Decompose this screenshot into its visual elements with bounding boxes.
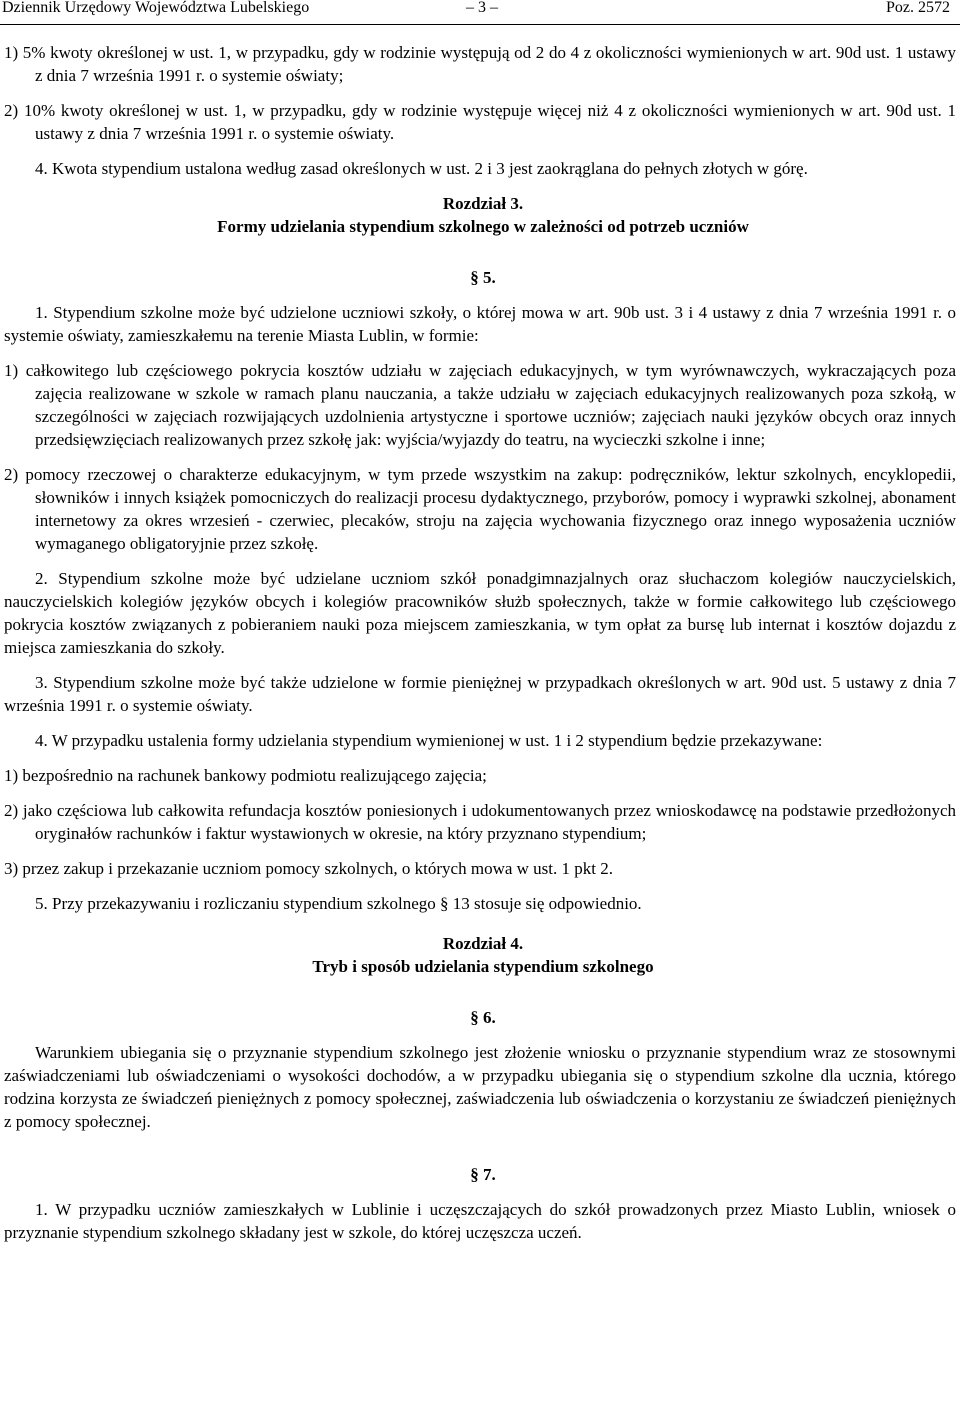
paragraph: 1. Stypendium szkolne może być udzielone uczniowi szkoły, o której mowa w art. 90b ust. 3 i 4 ustawy z dnia 7 września 1991 r. o systemie oświaty, zamieszkałemu na terenie Miasta Lublin, w formie:	[4, 303, 956, 345]
list-item: 1) całkowitego lub częściowego pokrycia kosztów udziału w zajęciach edukacyjnych, w tym wyrównawczych, wykraczających poza zajęcia realizowane w szkole w ramach planu nauczania, a także udziału w zajęciach edukacyjnych realizowanych poza szkołą, w szczególności w zajęciach rozwijających uzdolnienia artystyczne i sportowe uczniów; zajęciach nauki języków obcych oraz innych przedsięwzięciach realizowanych przez szkołę jak: wyjścia/wyjazdy do teatru, na wycieczki szkolne i inne;	[4, 361, 956, 449]
chapter-title: Formy udzielania stypendium szkolnego w zależności od potrzeb uczniów	[217, 217, 749, 236]
document-body	[0, 41, 960, 1244]
journal-title: Dziennik Urzędowy Województwa Lubelskiego	[2, 0, 310, 16]
paragraph: 4. Kwota stypendium ustalona według zasad określonych w ust. 2 i 3 jest zaokrąglana do pełnych złotych w górę.	[35, 159, 808, 178]
section-heading: § 7.	[470, 1165, 496, 1184]
paragraph: 5. Przy przekazywaniu i rozliczaniu stypendium szkolnego § 13 stosuje się odpowiednio.	[35, 894, 642, 913]
list-item: 1) bezpośrednio na rachunek bankowy podmiotu realizującego zajęcia;	[4, 766, 487, 785]
paragraph: 2. Stypendium szkolne może być udzielane uczniom szkół ponadgimnazjalnych oraz słuchaczom kolegiów nauczycielskich, nauczycielskich kolegiów języków obcych i kolegiów pracowników służb społecznych, także w formie całkowitego lub częściowego pokrycia kosztów związanych z pobieraniem nauki poza miejscem zamieszkania, w tym opłat za bursę lub internat i kosztów dojazdu z miejsca zamieszkania do szkoły.	[4, 569, 956, 657]
paragraph: 1. W przypadku uczniów zamieszkałych w Lublinie i uczęszczających do szkół prowadzonych przez Miasto Lublin, wniosek o przyznanie stypendium szkolnego składany jest w szkole, do której uczęszcza uczeń.	[4, 1200, 956, 1242]
paragraph: Warunkiem ubiegania się o przyznanie stypendium szkolnego jest złożenie wniosku o przyznanie stypendium wraz ze stosownymi zaświadczeniami lub oświadczeniami o wysokości dochodów, a w przypadku ubiegania się o stypendium szkolne dla ucznia, którego rodzina korzysta ze świadczeń pieniężnych z pomocy społecznej, zaświadczenia lub oświadczenia o korzystaniu ze świadczeń pieniężnych z pomocy społecznej.	[4, 1043, 956, 1131]
position-number: Poz. 2572	[886, 0, 950, 16]
paragraph: 3. Stypendium szkolne może być także udzielone w formie pieniężnej w przypadkach określonych w art. 90d ust. 5 ustawy z dnia 7 września 1991 r. o systemie oświaty.	[4, 673, 956, 715]
chapter-number: Rozdział 3.	[442, 194, 524, 213]
page-number: – 3 –	[466, 0, 498, 16]
section-heading: § 6.	[470, 1008, 496, 1027]
chapter-title: Tryb i sposób udzielania stypendium szkolnego	[312, 957, 654, 976]
paragraph: 4. W przypadku ustalenia formy udzielania stypendium wymienionej w ust. 1 i 2 stypendium będzie przekazywane:	[35, 731, 823, 750]
list-item: 3) przez zakup i przekazanie uczniom pomocy szkolnych, o których mowa w ust. 1 pkt 2.	[4, 859, 613, 878]
chapter-number: Rozdział 4.	[442, 934, 524, 953]
list-item: 2) pomocy rzeczowej o charakterze edukacyjnym, w tym przede wszystkim na zakup: podręczników, lektur szkolnych, encyklopedii, słowników i innych książek pomocniczych do realizacji procesu dydaktycznego, przyborów, pomocy i wyprawki szkolnej, abonament internetowy za okres wrzesień - czerwiec, plecaków, stroju na zajęcia wychowania fizycznego oraz innego wyposażenia uczniów wymaganego obligatoryjnie przez szkołę.	[4, 465, 956, 553]
section-heading: § 5.	[470, 268, 496, 287]
page-header	[0, 0, 960, 25]
list-item: 2) 10% kwoty określonej w ust. 1, w przypadku, gdy w rodzinie występuje więcej niż 4 z okoliczności wymienionych w art. 90d ust. 1 ustawy z dnia 7 września 1991 r. o systemie oświaty.	[4, 101, 956, 143]
list-item: 2) jako częściowa lub całkowita refundacja kosztów poniesionych i udokumentowanych przez wnioskodawcę na podstawie przedłożonych oryginałów rachunków i faktur wystawionych w okresie, na który przyznano stypendium;	[4, 801, 956, 843]
list-item: 1) 5% kwoty określonej w ust. 1, w przypadku, gdy w rodzinie występują od 2 do 4 z okoliczności wymienionych w art. 90d ust. 1 ustawy z dnia 7 września 1991 r. o systemie oświaty;	[4, 43, 956, 85]
